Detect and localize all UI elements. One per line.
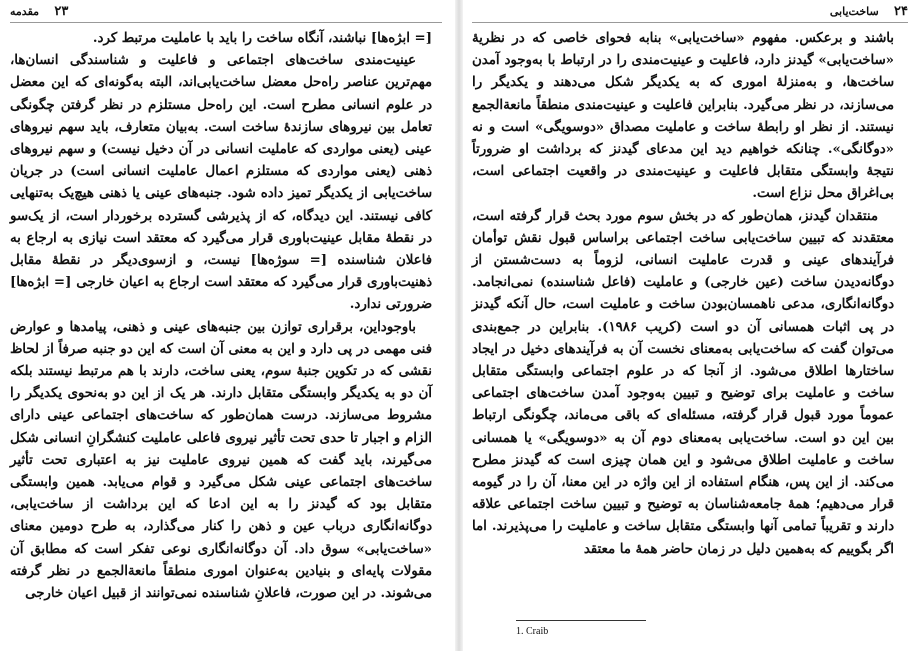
right-paragraph-2: منتقدان گیدنز، همان‌طور که در بخش سوم مورد بحث قرار گرفته است، معتقدند که تبیین ساخت‌یابی ساخت اجتماعی براساس قبول نقش توأمان فرآیندهای عینی و قدرت عاملیت انسانی، لزوماً به دست‌شستن از دوگانه‌دیدن ساخت (عین خارجی) و عاملیت (فاعل شناسنده) نمی‌انجامد. دوگانه‌انگاری، مدعی ناهمسان‌بودن ساخت و عاملیت است، حال آنکه گیدنز در پی اثبات همسانی آن دو است (کریب ۱۹۸۶). بنابراین در جمع‌بندی می‌توان گفت که ساخت‌یابی به‌معنای نخست آن به فرآیندهای دخیل در ایجاد ساختارها اطلاق می‌شود. از آنجا که در علوم اجتماعی وابستگی متقابل ساخت و عاملیت برای توضیح و تبیین به‌وجود آمدن ساخت‌های اجتماعی عموماً مورد قبول قرار گرفته، مسئله‌ای که باقی می‌ماند، چگونگی ارتباط بین این دو است. ساخت‌یابی به‌معنای دوم آن به «دوسویگی» یا همسانی ساخت و عاملیت اطلاق می‌شود و این همان چیزی است که گیدنز مطرح می‌کند. از این پس، هنگام استفاده از این واژه در این معنا، آن را در گیومه قرار می‌دهیم؛ همهٔ جامعه‌شناسان به توضیح و تبیین ساخت اجتماعی علاقه دارند و تقریباً تمامی آنها وابستگی متقابل ساخت و عاملیت را می‌پذیرند. اما اگر بگوییم که به‌همین دلیل در زمان حاضر همهٔ ما معتقد <box>472 208 894 557</box>
book-gutter <box>455 0 463 651</box>
right-header-rule <box>472 22 908 23</box>
right-page-running-title: ساخت‌یابی <box>829 5 879 18</box>
right-paragraph-1: باشند و برعکس. مفهوم «ساخت‌یابی» بنابه فحوای خاصی که در نظریهٔ «ساخت‌یابی» گیدنز دارد، فاعلیت و عینیت‌مندی را در ارتباط با به‌وجود آمدن ساخت‌ها، و به‌منزلهٔ اموری که به یکدیگر شکل می‌دهند و یکدیگر را می‌سازند، در نظر می‌گیرد. بنابراین فاعلیت و عینیت‌مندی منطقاً مانعةالجمع نیستند. از نظر او رابطهٔ ساخت و عاملیت مصداق «دوسویگی» است و نه «دوگانگی». چنانکه خواهیم دید این مدعای گیدنز که برداشت او ضرورتاً نتیجهٔ وابستگی متقابل فاعلیت و عینیت‌مندی در واقعیت اجتماعی است، بی‌اغراق محل نزاع است. <box>472 31 894 202</box>
footnote: 1. Craib <box>516 626 549 637</box>
left-page-header <box>10 4 68 18</box>
left-page-number: ۲۳ <box>54 4 69 19</box>
left-page-running-title: مقدمه <box>10 5 40 18</box>
footnote-rule <box>516 620 646 621</box>
left-paragraph-1: [= ابژه‌ها] نباشند، آنگاه ساخت را باید با عاملیت مرتبط کرد. <box>92 31 432 46</box>
left-paragraph-2: عینیت‌مندی ساخت‌های اجتماعی و فاعلیت و شناسندگی انسان‌ها، مهم‌ترین عناصر راه‌حل معضل ساخت‌یابی‌اند، البته به‌گونه‌ای که این معضل در علوم انسانی مطرح است. این راه‌حل مستلزم در نظر گرفتن چگونگی تعامل بین نیروهای سازندهٔ ساخت است. به‌بیان متعارف، باید سهم نیروهای عینی (یعنی مواردی که عاملیت انسانی در آن دخیل نیست) و سهم نیروهای ذهنی (یعنی مواردی که مستلزم اعمال عاملیت انسانی است) در جریان ساخت‌یابی از یکدیگر تمیز داده شود. جنبه‌های عینی یا ذهنی هیچ‌یک به‌تنهایی کافی نیستند. این دیدگاه، که از پذیرشی گسترده برخوردار است، از یک‌سو در نقطهٔ مقابل عینیت‌باوری قرار می‌گیرد که معتقد است نیازی به ارجاع به فاعلان شناسنده [= سوژه‌ها] نیست، و ازسوی‌دیگر در نقطهٔ مقابل ذهنیت‌باوری قرار می‌گیرد که معتقد است ارجاع به اعیان خارجی [= ابژه‌ها] ضرورتی ندارد. <box>10 53 432 313</box>
left-header-rule <box>10 22 442 23</box>
left-page <box>0 0 452 651</box>
right-page-number: ۲۴ <box>894 4 908 19</box>
right-page-header <box>830 4 908 18</box>
right-page <box>466 0 918 651</box>
left-page-body <box>10 28 432 605</box>
right-page-body <box>472 28 894 561</box>
left-paragraph-3: باوجوداین، برقراری توازن بین جنبه‌های عینی و ذهنی، پیامدها و عوارض فنی مهمی در پی دارد و این به معنی آن است که این دو جنبه صرفاً از لحاظ نقشی که در تکوین جنبهٔ سوم، یعنی ساخت، دارند با هم مرتبط نیستند بلکه آن دو به یکدیگر وابستگی متقابل دارند. هر یک از این دو به‌نحوی یکدیگر را مشروط می‌سازند. درست همان‌طور که ساخت‌های اجتماعی عینی دارای الزام و اجبار تا حدی تحت تأثیر نیروی فاعلی عاملیت کنشگرانِ انسانی شکل می‌گیرند، باید گفت که همین نیروی عاملیت نیز به اعتباری تحت تأثیر ساخت‌های اجتماعی عینی شکل می‌گیرد و قوام می‌یابد. همین وابستگی متقابل بود که گیدنز را به این ادعا که این برداشت از ساخت‌یابی، دوگانه‌انگاری درباب عین و ذهن را کنار می‌گذارد، به طرح دومین معنای «ساخت‌یابی» سوق داد. آن دوگانه‌انگاری نوعی تفکر است که مطابق آن مقولات پایه‌ای و بنیادین به‌عنوان اموری منطقاً مانعةالجمع در نظر گرفته می‌شوند. در این صورت، فاعلانِ شناسنده نمی‌توانند از قبیل اعیان خارجی <box>10 319 432 602</box>
